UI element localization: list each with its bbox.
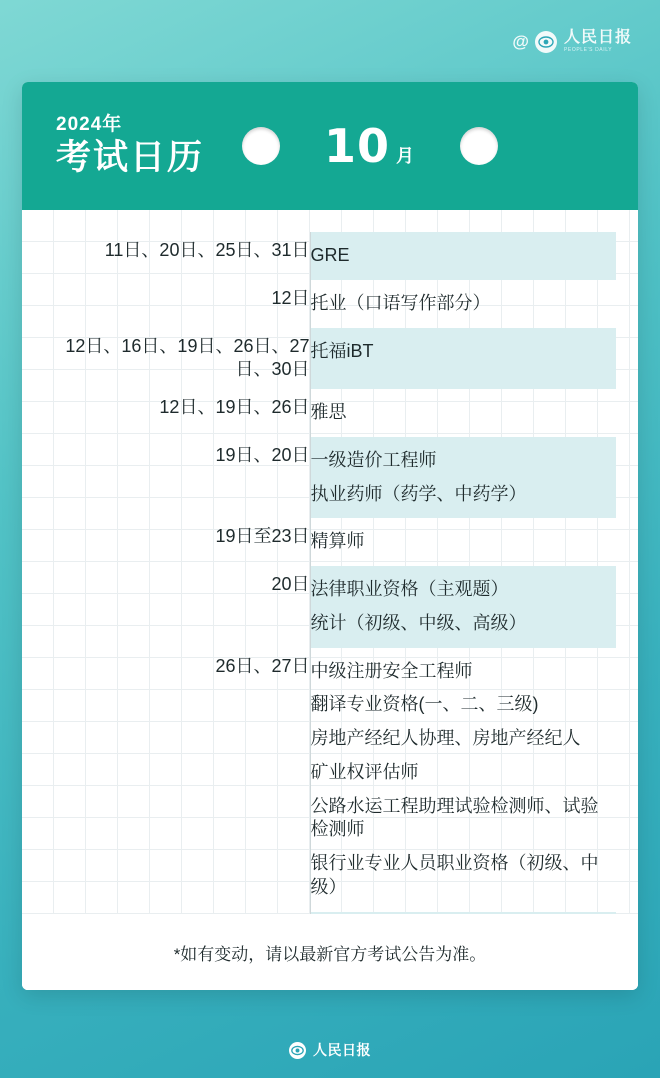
exam-names [310, 389, 616, 437]
table-row [44, 518, 616, 566]
exam-name: 法律职业资格（主观题） [310, 579, 509, 599]
header-year: 2024年 [56, 114, 123, 136]
calendar-card [22, 82, 638, 990]
exam-table [44, 232, 616, 959]
exam-names [310, 437, 616, 519]
header-title: 考试日历 [56, 138, 205, 179]
header-month-number: 10 [324, 119, 391, 173]
exam-name: 精算师 [310, 531, 365, 552]
table-row [44, 389, 616, 437]
exam-dates: 11日、20日、25日、31日 [104, 240, 310, 260]
watermark-brand-sub: PEOPLE'S DAILY [563, 47, 613, 53]
exam-name: 公路水运工程助理试验检测师、试验检测师 [310, 795, 599, 840]
exam-name: 矿业权评估师 [310, 761, 419, 782]
exam-dates: 12日、16日、19日、26日、27日、30日 [65, 335, 310, 380]
exam-dates: 19日、20日 [215, 444, 310, 465]
exam-name: 中级注册安全工程师 [310, 660, 473, 681]
exam-name: 统计（初级、中级、高级） [310, 612, 527, 633]
exam-name: 雅思 [310, 402, 347, 422]
exam-dates: 19日至23日 [215, 526, 310, 547]
exam-name: 一级造价工程师 [310, 449, 437, 470]
exam-dates: 12日、19日、26日 [159, 397, 310, 417]
weibo-eye-icon [289, 1042, 306, 1059]
punch-hole-left [242, 127, 280, 165]
card-body [22, 210, 638, 990]
table-row [44, 566, 616, 648]
punch-hole-right [460, 127, 498, 165]
exam-name: 托福iBT [310, 340, 374, 361]
exam-names [310, 280, 616, 328]
top-watermark [512, 30, 632, 53]
bottom-watermark-brand: 人民日报 [313, 1042, 371, 1058]
exam-dates: 12日 [271, 287, 310, 308]
watermark-brand: 人民日报 [563, 29, 632, 46]
weibo-eye-icon [535, 31, 557, 53]
table-row [44, 280, 616, 328]
exam-names [310, 328, 616, 390]
table-row [44, 648, 616, 912]
header-title-block [56, 115, 204, 177]
exam-names [310, 566, 616, 648]
exam-name: 银行业专业人员职业资格（初级、中级） [310, 853, 599, 897]
exam-names [310, 232, 616, 280]
at-symbol: @ [512, 31, 528, 51]
table-row [44, 232, 616, 280]
exam-name: 执业药师（药学、中药学） [310, 483, 527, 504]
exam-dates: 20日 [271, 574, 310, 594]
table-row [44, 437, 616, 519]
exam-table-body [44, 232, 616, 959]
watermark-brand-block [564, 30, 632, 53]
header-month [324, 119, 414, 173]
exam-dates: 26日、27日 [215, 655, 310, 676]
exam-name: 房地产经纪人协理、房地产经纪人 [310, 728, 581, 748]
exam-names [310, 648, 616, 912]
bottom-watermark [0, 1040, 660, 1060]
exam-name: 翻译专业资格(一、二、三级) [310, 694, 539, 715]
exam-names [310, 518, 616, 566]
exam-name: 托业（口语写作部分） [310, 292, 491, 313]
card-header [22, 82, 638, 210]
footnote: *如有变动，请以最新官方考试公告为准。 [22, 914, 638, 990]
header-month-unit: 月 [396, 146, 415, 166]
table-row [44, 328, 616, 390]
exam-name: GRE [310, 245, 350, 265]
